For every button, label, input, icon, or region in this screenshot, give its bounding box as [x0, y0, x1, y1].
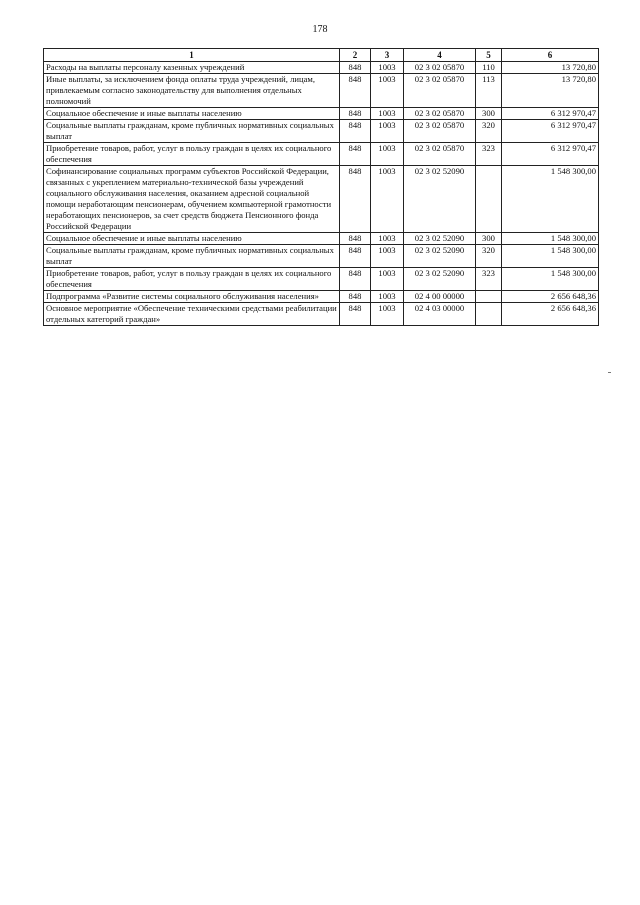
row-section-code-cell: 1003	[371, 108, 404, 120]
table-row	[44, 166, 599, 233]
row-target-code-cell: 02 3 02 52090	[404, 166, 476, 233]
table-row	[44, 233, 599, 245]
row-expense-type-cell: 320	[476, 245, 502, 268]
header-cell-5: 5	[476, 49, 502, 62]
row-target-code-cell: 02 4 03 00000	[404, 303, 476, 326]
table-row	[44, 108, 599, 120]
row-name-cell: Подпрограмма «Развитие системы социального обслуживания населения»	[44, 291, 340, 303]
row-amount-cell: 1 548 300,00	[502, 268, 599, 291]
table-header-row	[44, 49, 599, 62]
row-name-cell: Социальные выплаты гражданам, кроме публичных нормативных социальных выплат	[44, 245, 340, 268]
row-expense-type-cell	[476, 291, 502, 303]
row-amount-cell: 1 548 300,00	[502, 233, 599, 245]
row-target-code-cell: 02 3 02 05870	[404, 143, 476, 166]
row-name-cell: Расходы на выплаты персоналу казенных учреждений	[44, 62, 340, 74]
row-section-code-cell: 1003	[371, 62, 404, 74]
row-amount-cell: 13 720,80	[502, 74, 599, 108]
row-name-cell: Социальные выплаты гражданам, кроме публичных нормативных социальных выплат	[44, 120, 340, 143]
row-ministry-code-cell: 848	[340, 245, 371, 268]
row-expense-type-cell: 300	[476, 108, 502, 120]
row-expense-type-cell: 300	[476, 233, 502, 245]
row-amount-cell: 1 548 300,00	[502, 245, 599, 268]
row-expense-type-cell: 110	[476, 62, 502, 74]
row-expense-type-cell: 323	[476, 268, 502, 291]
row-target-code-cell: 02 3 02 52090	[404, 233, 476, 245]
row-target-code-cell: 02 3 02 05870	[404, 108, 476, 120]
table-row	[44, 268, 599, 291]
row-section-code-cell: 1003	[371, 233, 404, 245]
row-ministry-code-cell: 848	[340, 233, 371, 245]
row-amount-cell: 2 656 648,36	[502, 303, 599, 326]
row-amount-cell: 1 548 300,00	[502, 166, 599, 233]
row-target-code-cell: 02 3 02 05870	[404, 120, 476, 143]
row-section-code-cell: 1003	[371, 291, 404, 303]
row-name-cell: Софинансирование социальных программ субъектов Российской Федерации, связанных с укреплением материально-технической базы учреждений социального обслуживания населения, оказанием адресной социальной помощи неработающим пенсионерам, обучением компьютерной грамотности неработающих пенсионеров, за счет средств бюджета Пенсионного фонда Российской Федерации	[44, 166, 340, 233]
row-section-code-cell: 1003	[371, 303, 404, 326]
row-name-cell: Социальное обеспечение и иные выплаты населению	[44, 108, 340, 120]
header-cell-2: 2	[340, 49, 371, 62]
row-amount-cell: 6 312 970,47	[502, 120, 599, 143]
row-section-code-cell: 1003	[371, 74, 404, 108]
row-ministry-code-cell: 848	[340, 143, 371, 166]
row-amount-cell: 2 656 648,36	[502, 291, 599, 303]
row-section-code-cell: 1003	[371, 166, 404, 233]
page-number: 178	[312, 24, 328, 35]
row-ministry-code-cell: 848	[340, 108, 371, 120]
budget-table	[43, 48, 599, 326]
row-section-code-cell: 1003	[371, 245, 404, 268]
row-target-code-cell: 02 3 02 05870	[404, 74, 476, 108]
row-amount-cell: 6 312 970,47	[502, 108, 599, 120]
row-ministry-code-cell: 848	[340, 166, 371, 233]
row-amount-cell: 13 720,80	[502, 62, 599, 74]
header-cell-4: 4	[404, 49, 476, 62]
row-ministry-code-cell: 848	[340, 120, 371, 143]
row-ministry-code-cell: 848	[340, 268, 371, 291]
row-section-code-cell: 1003	[371, 120, 404, 143]
table-row	[44, 245, 599, 268]
row-section-code-cell: 1003	[371, 268, 404, 291]
row-name-cell: Основное мероприятие «Обеспечение техническими средствами реабилитации отдельных категорий граждан»	[44, 303, 340, 326]
row-expense-type-cell	[476, 303, 502, 326]
row-name-cell: Приобретение товаров, работ, услуг в пользу граждан в целях их социального обеспечения	[44, 268, 340, 291]
row-target-code-cell: 02 3 02 05870	[404, 62, 476, 74]
header-cell-3: 3	[371, 49, 404, 62]
table-row	[44, 291, 599, 303]
table-row	[44, 120, 599, 143]
row-name-cell: Социальное обеспечение и иные выплаты населению	[44, 233, 340, 245]
row-expense-type-cell: 323	[476, 143, 502, 166]
row-target-code-cell: 02 3 02 52090	[404, 245, 476, 268]
row-target-code-cell: 02 3 02 52090	[404, 268, 476, 291]
row-ministry-code-cell: 848	[340, 291, 371, 303]
row-expense-type-cell: 320	[476, 120, 502, 143]
scan-mark	[608, 372, 611, 373]
table-row	[44, 143, 599, 166]
table-row	[44, 74, 599, 108]
row-ministry-code-cell: 848	[340, 62, 371, 74]
row-amount-cell: 6 312 970,47	[502, 143, 599, 166]
row-name-cell: Иные выплаты, за исключением фонда оплаты труда учреждений, лицам, привлекаемым согласно законодательству для выполнения отдельных полномочий	[44, 74, 340, 108]
row-ministry-code-cell: 848	[340, 303, 371, 326]
row-ministry-code-cell: 848	[340, 74, 371, 108]
row-expense-type-cell: 113	[476, 74, 502, 108]
header-cell-6: 6	[502, 49, 599, 62]
table-row	[44, 62, 599, 74]
row-section-code-cell: 1003	[371, 143, 404, 166]
row-expense-type-cell	[476, 166, 502, 233]
header-cell-1: 1	[44, 49, 340, 62]
row-name-cell: Приобретение товаров, работ, услуг в пользу граждан в целях их социального обеспечения	[44, 143, 340, 166]
table-row	[44, 303, 599, 326]
row-target-code-cell: 02 4 00 00000	[404, 291, 476, 303]
